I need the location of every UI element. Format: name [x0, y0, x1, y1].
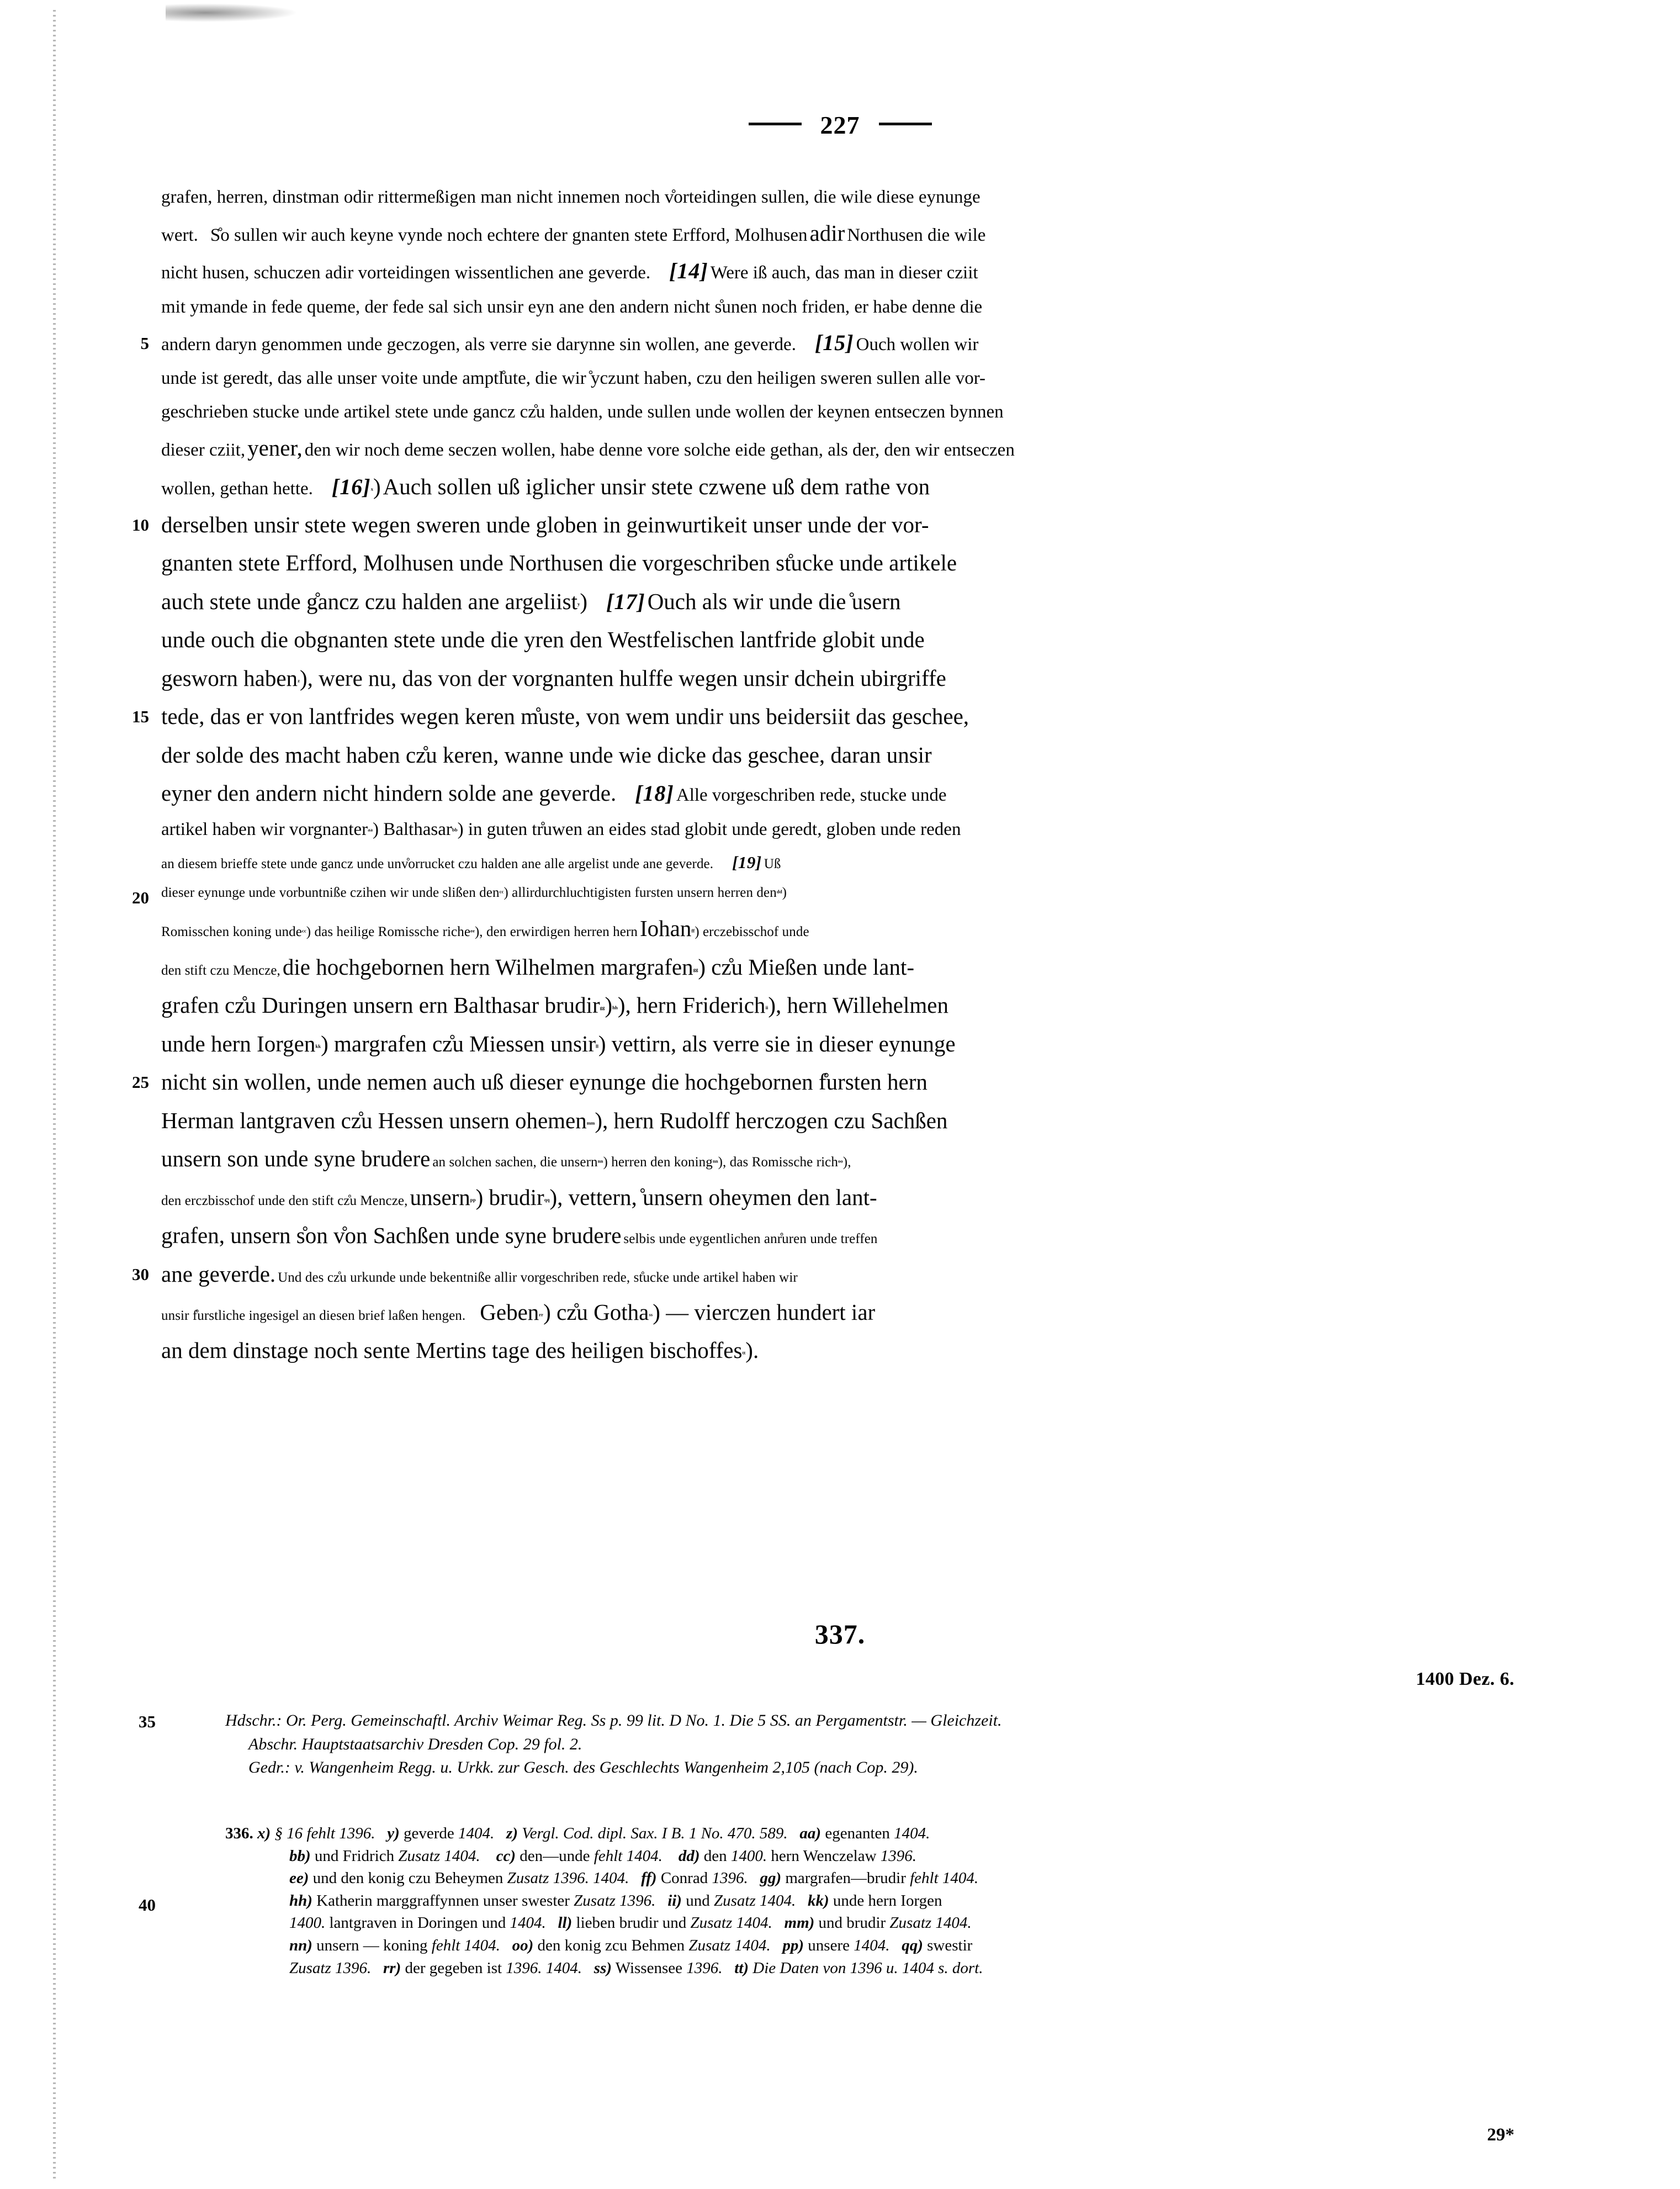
line-text-a: den erczbisschof unde den stift cz̊u Mencze,: [161, 1193, 408, 1208]
text-line-17: [161, 781, 1514, 805]
line-text-a: ane geverde.: [161, 1261, 276, 1287]
line-text-d: ) — vierczen hundert iar: [653, 1299, 876, 1325]
footnote-apparatus: [225, 1822, 1517, 1979]
line-text-b: Ouch als wir unde die ̊usern: [647, 588, 901, 614]
footnote-mark-ff: ff): [641, 1869, 657, 1887]
line-text-c: ): [782, 885, 787, 901]
line-text-a: dieser eynunge unde vorbuntniße czihen wir unde slißen den: [161, 885, 500, 901]
line-text-a: grafen, unsern s̊on v̊on Sachßen unde syne brudere: [161, 1223, 622, 1249]
footnote-ref-x: x: [370, 486, 373, 492]
footnote-text-ee: und den konig czu Beheymen: [309, 1869, 507, 1887]
footnote-ref-gg: gg: [693, 966, 698, 972]
text-line-6: [161, 369, 1514, 388]
footnote-text-y: geverde: [399, 1825, 459, 1842]
footnote-text-x: § 16 fehlt 1396.: [271, 1825, 375, 1842]
text-line-25: [132, 1069, 1514, 1095]
source-apparatus: [225, 1709, 1512, 1780]
footnote-mark-cc: cc): [496, 1847, 516, 1865]
footnote-text-oo: den konig zcu Behmen: [533, 1936, 689, 1954]
line-text: grafen, herren, dinstman odir rittermeßigen man nicht innemen noch v̊orteidingen sullen, die wile diese eynunge: [161, 187, 981, 207]
footnote-mark-rr: rr): [383, 1959, 401, 1977]
line-text-b: Were iß auch, das man in dieser cziit: [710, 263, 978, 283]
footnote-mark-ss: ss): [593, 1959, 612, 1977]
line-text-c: ) cz̊u Mießen unde lant-: [698, 954, 914, 980]
footnote-row: nn) unsern — koning fehlt 1404. oo) den konig zcu Behmen Zusatz 1404. pp) unsere 1404. qq) swestir: [289, 1936, 973, 1954]
footnote-ref-mm: mm: [586, 1120, 595, 1126]
text-line-4: [161, 298, 1514, 317]
line-text-a: gesworn haben: [161, 665, 298, 691]
footnote-mark-ll: ll): [558, 1914, 573, 1932]
line-text-b: an solchen sachen, die unsern: [432, 1155, 598, 1170]
line-text-b: S̊o sullen wir auch keyne vynde noch echtere der gnanten stete Erfford, Molhusen: [210, 225, 808, 245]
text-line-9: wollen, gethan hette. $[16]^x$) Auch sollen uß iglicher unsir stete czwene uß dem rathe von: [161, 473, 930, 499]
text-line-20: [132, 885, 1514, 908]
text-line-11: [161, 551, 1514, 575]
apparatus-hdschr: Hdschr.: Or. Perg. Gemeinschaftl. Archiv Weimar Reg. Ss p. 99 lit. D No. 1. Die 5 SS. an Pergamentstr. — Gleichzeit.: [225, 1711, 1002, 1730]
apparatus-gedr: Gedr.: v. Wangenheim Regg. u. Urkk. zur Gesch. des Geschlechts Wangenheim 2,105 (nach Cop. 29).: [248, 1758, 918, 1777]
line-text-emphasis: Geben: [480, 1299, 539, 1325]
footnote-ref-cc2: cc: [301, 928, 306, 934]
footnote-row: Zusatz 1396. rr) der gegeben ist 1396. 1404. ss) Wissensee 1396. tt) Die Daten von 1396 u. 1404 s. dort.: [289, 1959, 983, 1977]
line-text-b: ) margrafen cz̊u Miessen unsir: [321, 1030, 596, 1056]
margin-line-number-35: 35: [139, 1712, 156, 1731]
footnote-text-qq-cont: Zusatz 1396.: [289, 1959, 372, 1977]
text-line-24: [161, 1032, 1514, 1056]
line-text-b: Auch sollen uß iglicher unsir stete czwene uß dem rathe von: [383, 473, 930, 499]
footnote-text-ll: lieben brudir und: [572, 1914, 691, 1932]
footnote-ref-bb: bb: [452, 827, 458, 833]
footnote-ref-ll: ll: [596, 1043, 598, 1049]
footnote-ref-dd: dd: [776, 889, 782, 895]
line-text-a: auch stete unde g̊ancz czu halden ane argeliist: [161, 588, 577, 614]
line-text-a: unsir f̊urstliche ingesigel an diesen brief laßen hengen.: [161, 1308, 466, 1323]
text-line-2: [161, 221, 1514, 245]
footnote-row: hh) Katherin marggraffynnen unser swester Zusatz 1396. ii) und Zusatz 1404. kk) unde hern Iorgen: [289, 1891, 942, 1910]
footnote-row: 1400. lantgraven in Doringen und 1404. ll) lieben brudir und Zusatz 1404. mm) und brudir Zusatz 1404.: [289, 1914, 972, 1932]
footnote-row: 336. x) § 16 fehlt 1396. y) geverde 1404. z) Vergl. Cod. dipl. Sax. I B. 1 No. 470. 589. aa) egenanten 1404.: [225, 1825, 930, 1842]
margin-line-number: 25: [132, 1072, 149, 1092]
text-line-19: [161, 854, 1514, 872]
footnote-ref-ee: ee: [470, 928, 475, 934]
line-text-a: Herman lantgraven cz̊u Hessen unsern ohemen: [161, 1107, 587, 1133]
footnote-ref-ii: ii: [765, 1005, 769, 1011]
text-line-30: [132, 1261, 1514, 1287]
running-head: [0, 110, 1680, 140]
scan-edge-artifact: [53, 10, 56, 2180]
footnote-text-kk: unde hern Iorgen: [829, 1891, 942, 1910]
footnote-ref-ss: ss: [649, 1312, 653, 1318]
scan-smudge-artifact: [166, 3, 298, 22]
line-text: derselben unsir stete wegen sweren unde globen in geinwurtikeit unser unde der vor-: [161, 512, 929, 538]
footnote-text-qq: swestir: [923, 1936, 973, 1954]
footnote-row: ee) und den konig czu Beheymen Zusatz 1396. 1404. ff) Conrad 1396. gg) margrafen—brudir fehlt 1404.: [289, 1869, 979, 1887]
line-text: unde ist geredt, das alle unser voite unde amptl̊ute, die wir ̊yczunt haben, czu den heiligen sweren sullen alle vor-: [161, 368, 986, 389]
text-line-12: auch stete unde g̊ancz czu halden ane argeliist$^y$) [17] Ouch als wir unde die ̊usern: [161, 588, 901, 614]
footnote-mark-dd: dd): [678, 1847, 700, 1865]
line-text-d: ), vettern, ̊unsern oheymen den lant-: [549, 1184, 877, 1210]
footnote-text-gg: margrafen—brudir: [781, 1869, 910, 1887]
line-text-b: selbis unde eygentlichen anr̊uren unde treffen: [623, 1231, 878, 1247]
footnote-mark-qq: qq): [902, 1936, 923, 1954]
footnote-text-kk-cont: 1400.: [289, 1914, 326, 1932]
footnote-ref-y: y: [577, 601, 580, 607]
text-line-8: [161, 436, 1514, 460]
text-line-10: [132, 512, 1514, 538]
footnote-text-bb: und Fridrich: [310, 1847, 399, 1865]
line-text-a: Romisschen koning unde: [161, 924, 302, 940]
line-text-b: ): [605, 992, 613, 1018]
line-text-a: nicht husen, schuczen adir vorteidingen wissentlichen ane geverde.: [161, 263, 651, 283]
margin-line-number: 20: [132, 888, 149, 908]
text-line-18: [161, 820, 1514, 839]
footnote-doc-ref: 336.: [225, 1825, 253, 1842]
footnote-ref-pp: pp: [470, 1197, 476, 1203]
apparatus-abschr: Abschr. Hauptstaatsarchiv Dresden Cop. 29 fol. 2.: [248, 1735, 582, 1753]
line-text-c: ) herren den koning: [603, 1155, 713, 1170]
text-line-15: [132, 704, 1514, 729]
text-line-7: [161, 403, 1514, 422]
footnote-ref-oo: oo: [838, 1158, 843, 1164]
line-text-emphasis: yener,: [247, 435, 303, 461]
line-text-a: grafen cz̊u Duringen unsern ern Balthasar brudir: [161, 992, 600, 1018]
line-text: gnanten stete Erfford, Molhusen unde Northusen die vorgeschriben st̊ucke unde artikele: [161, 550, 957, 576]
footnote-mark-oo: oo): [512, 1936, 534, 1954]
line-text-a: andern daryn genommen unde geczogen, als verre sie darynne sin wollen, ane geverde.: [161, 334, 796, 355]
text-line-31: [161, 1300, 1514, 1324]
footnote-mark-tt: tt): [734, 1959, 749, 1977]
line-text-a: unsern son unde syne brudere: [161, 1146, 431, 1172]
section-marker-16: [16]: [331, 474, 371, 499]
line-text-b: Uß: [764, 856, 781, 871]
line-text-a: eyner den andern nicht hindern solde ane geverde.: [161, 780, 617, 806]
footnote-row: bb) und Fridrich Zusatz 1404. cc) den—unde fehlt 1404. dd) den 1400. hern Wenczelaw 1396.: [289, 1847, 917, 1865]
line-text-b: ), hern Rudolff herczogen czu Sachßen: [595, 1107, 948, 1133]
footnote-mark-bb: bb): [289, 1847, 311, 1865]
footnote-text-cc: den—unde: [516, 1847, 594, 1865]
line-text-b: Alle vorgeschriben rede, stucke unde: [676, 785, 947, 806]
footnote-ref-tt: tt: [742, 1350, 746, 1356]
footnote-text-pp: unsere: [804, 1936, 854, 1954]
footnote-text-hh: Katherin marggraffynnen unser swester: [312, 1891, 574, 1910]
line-text: tede, das er von lantfrides wegen keren m̊uste, von wem undir uns beidersiit das geschee,: [161, 704, 969, 729]
footnote-text-ff: Conrad: [656, 1869, 712, 1887]
text-line-14: [161, 667, 1514, 690]
margin-line-number: 5: [140, 333, 149, 353]
footnote-text-mm: und brudir: [814, 1914, 890, 1932]
line-text-a: wert.: [161, 225, 198, 245]
line-text-c: den wir noch deme seczen wollen, habe denne vore solche eide gethan, als der, den wir entseczen: [304, 440, 1015, 461]
text-line-29: [161, 1224, 1514, 1247]
line-text: geschrieben stucke unde artikel stete unde gancz cz̊u halden, unde sullen unde wollen der keynen entseczen bynnen: [161, 402, 1004, 422]
line-text-b: ), were nu, das von der vorgnanten hulffe wegen unsir dchein ubirgriffe: [299, 665, 946, 691]
running-head-rule-right: [879, 123, 932, 125]
line-text-b: Ouch wollen wir: [856, 334, 979, 355]
line-text-c: ), hern Friderich: [617, 992, 766, 1018]
line-text-c: ) in guten tr̊uwen an eides stad globit unde geredt, globen unde reden: [457, 819, 961, 839]
line-text-c: ) brudir: [475, 1184, 544, 1210]
text-line-13: [161, 628, 1514, 652]
text-line-5: [140, 330, 1514, 355]
footnote-ref-gg2: gg: [600, 1005, 605, 1011]
line-text: mit ymande in fede queme, der fede sal sich unsir eyn ane den andern nicht s̊unen noch friden, er habe denne die: [161, 297, 983, 317]
line-text-a: unde hern Iorgen: [161, 1030, 316, 1056]
footnote-mark-aa: aa): [799, 1825, 822, 1842]
line-text-b: ) allirdurchluchtigisten fursten unsern herren den: [504, 885, 777, 901]
footnote-mark-nn: nn): [289, 1936, 312, 1954]
signature-mark: 29*: [1487, 2125, 1514, 2145]
line-text-a: dieser cziit,: [161, 440, 246, 461]
footnote-text-z: Vergl. Cod. dipl. Sax. I B. 1 No. 470. 589.: [517, 1825, 788, 1842]
text-line-22: [161, 955, 1514, 979]
footnote-mark-x: x): [257, 1825, 271, 1842]
line-text: unde ouch die obgnanten stete unde die yren den Westfelischen lantfride globit unde: [161, 627, 925, 653]
footnote-mark-ii: ii): [667, 1891, 682, 1910]
section-marker-18: [18]: [635, 781, 674, 806]
line-text-d: Northusen die wile: [847, 225, 986, 245]
footnote-text-ss: Wissensee: [612, 1959, 687, 1977]
page-number: 227: [820, 111, 860, 139]
line-text-c: ), den erwirdigen herren hern: [474, 924, 638, 940]
section-marker-14: [14]: [669, 258, 708, 284]
line-text-c: ) cz̊u Gotha: [543, 1299, 649, 1325]
line-text-b: ).: [745, 1337, 759, 1363]
document-number-heading: 337.: [814, 1619, 866, 1649]
footnote-ref-aa: aa: [368, 827, 373, 833]
footnote-ref-nn2: nn: [712, 1158, 718, 1164]
footnote-mark-pp: pp): [782, 1936, 804, 1954]
line-text-a: den stift czu Mencze,: [161, 963, 280, 978]
charter-text-block: [132, 187, 1514, 1377]
text-line-16: [161, 743, 1514, 767]
line-text-emphasis: Iohan: [639, 916, 692, 942]
footnote-text-ii: und: [681, 1891, 714, 1910]
footnote-text-nn: unsern — koning: [312, 1936, 432, 1954]
footnote-mark-mm: mm): [784, 1914, 815, 1932]
margin-line-number: 15: [132, 707, 149, 727]
line-text-e: ) erczebisschof unde: [695, 924, 809, 940]
section-marker-15: [15]: [814, 330, 854, 355]
section-marker-19: [19]: [732, 852, 762, 872]
section-marker-17: [17]: [606, 589, 645, 614]
footnote-ref-kk: kk: [315, 1043, 321, 1049]
line-text-b: Und des cz̊u urkunde unde bekentniße allir vorgeschriben rede, st̊ucke unde artikel haben wir: [278, 1270, 798, 1285]
margin-line-number: 10: [132, 515, 149, 535]
line-text-d: ), das Romissche rich: [718, 1155, 838, 1170]
footnote-ref-cc: cc: [499, 889, 504, 895]
text-line-27: [161, 1147, 1514, 1171]
text-line-23: [161, 993, 1514, 1017]
footnote-ref-hh: hh: [612, 1005, 618, 1011]
text-line-32: [161, 1339, 1514, 1362]
line-text-a: an dem dinstage noch sente Mertins tage des heiligen bischoffes: [161, 1337, 743, 1363]
line-text-b: ) Balthasar: [372, 819, 452, 839]
text-line-28: [161, 1186, 1514, 1209]
text-line-21: [161, 917, 1514, 940]
text-line-3: [161, 260, 1514, 283]
line-text-e: ),: [842, 1155, 851, 1170]
line-text-d: ), hern Willehelmen: [768, 992, 948, 1018]
line-text-a: wollen, gethan hette.: [161, 478, 313, 499]
footnote-mark-z: z): [506, 1825, 518, 1842]
line-text-a: an diesem brieffe stete unde gancz unde unv̊orrucket czu halden ane alle argelist unde ane geverde.: [161, 856, 714, 871]
line-text-b: ) das heilige Romissche riche: [306, 924, 471, 940]
line-text: der solde des macht haben cz̊u keren, wanne unde wie dicke das geschee, daran unsir: [161, 742, 932, 768]
margin-line-number: 30: [132, 1264, 149, 1284]
text-line-26: [161, 1109, 1514, 1133]
footnote-ref-nn: nn: [597, 1158, 603, 1164]
text-line-1: [161, 188, 1514, 207]
line-text-emphasis: unsern: [410, 1184, 470, 1210]
footnote-ref-z: z: [298, 678, 300, 684]
line-text-emphasis: die hochgebornen hern Wilhelmen margrafen: [282, 954, 693, 980]
footnote-text-rr: der gegeben ist: [401, 1959, 506, 1977]
line-text: nicht sin wollen, unde nemen auch uß dieser eynunge die hochgebornen f̊ursten hern: [161, 1069, 928, 1095]
footnote-mark-y: y): [387, 1825, 400, 1842]
footnote-mark-kk: kk): [807, 1891, 829, 1910]
footnote-ref-qq: qq: [544, 1197, 550, 1203]
footnote-text-dd: den: [699, 1847, 731, 1865]
line-text-c: ) vettirn, als verre sie in dieser eynunge: [598, 1030, 956, 1056]
margin-line-number-40: 40: [139, 1895, 156, 1915]
footnote-text-tt: Die Daten von 1396 u. 1404 s. dort.: [749, 1959, 983, 1977]
footnote-mark-hh: hh): [289, 1891, 312, 1910]
footnote-ref-rr: rr: [539, 1312, 544, 1318]
footnote-text-aa: egenanten: [821, 1825, 894, 1842]
line-text-emphasis: adir: [809, 220, 845, 246]
line-text-a: artikel haben wir vorgnanter: [161, 819, 368, 839]
document-date: 1400 Dez. 6.: [1416, 1669, 1514, 1689]
footnote-mark-ee: ee): [289, 1869, 309, 1887]
footnote-ref-ff: ff: [691, 928, 695, 934]
footnote-mark-gg: gg): [760, 1869, 782, 1887]
running-head-rule-left: [749, 123, 802, 125]
